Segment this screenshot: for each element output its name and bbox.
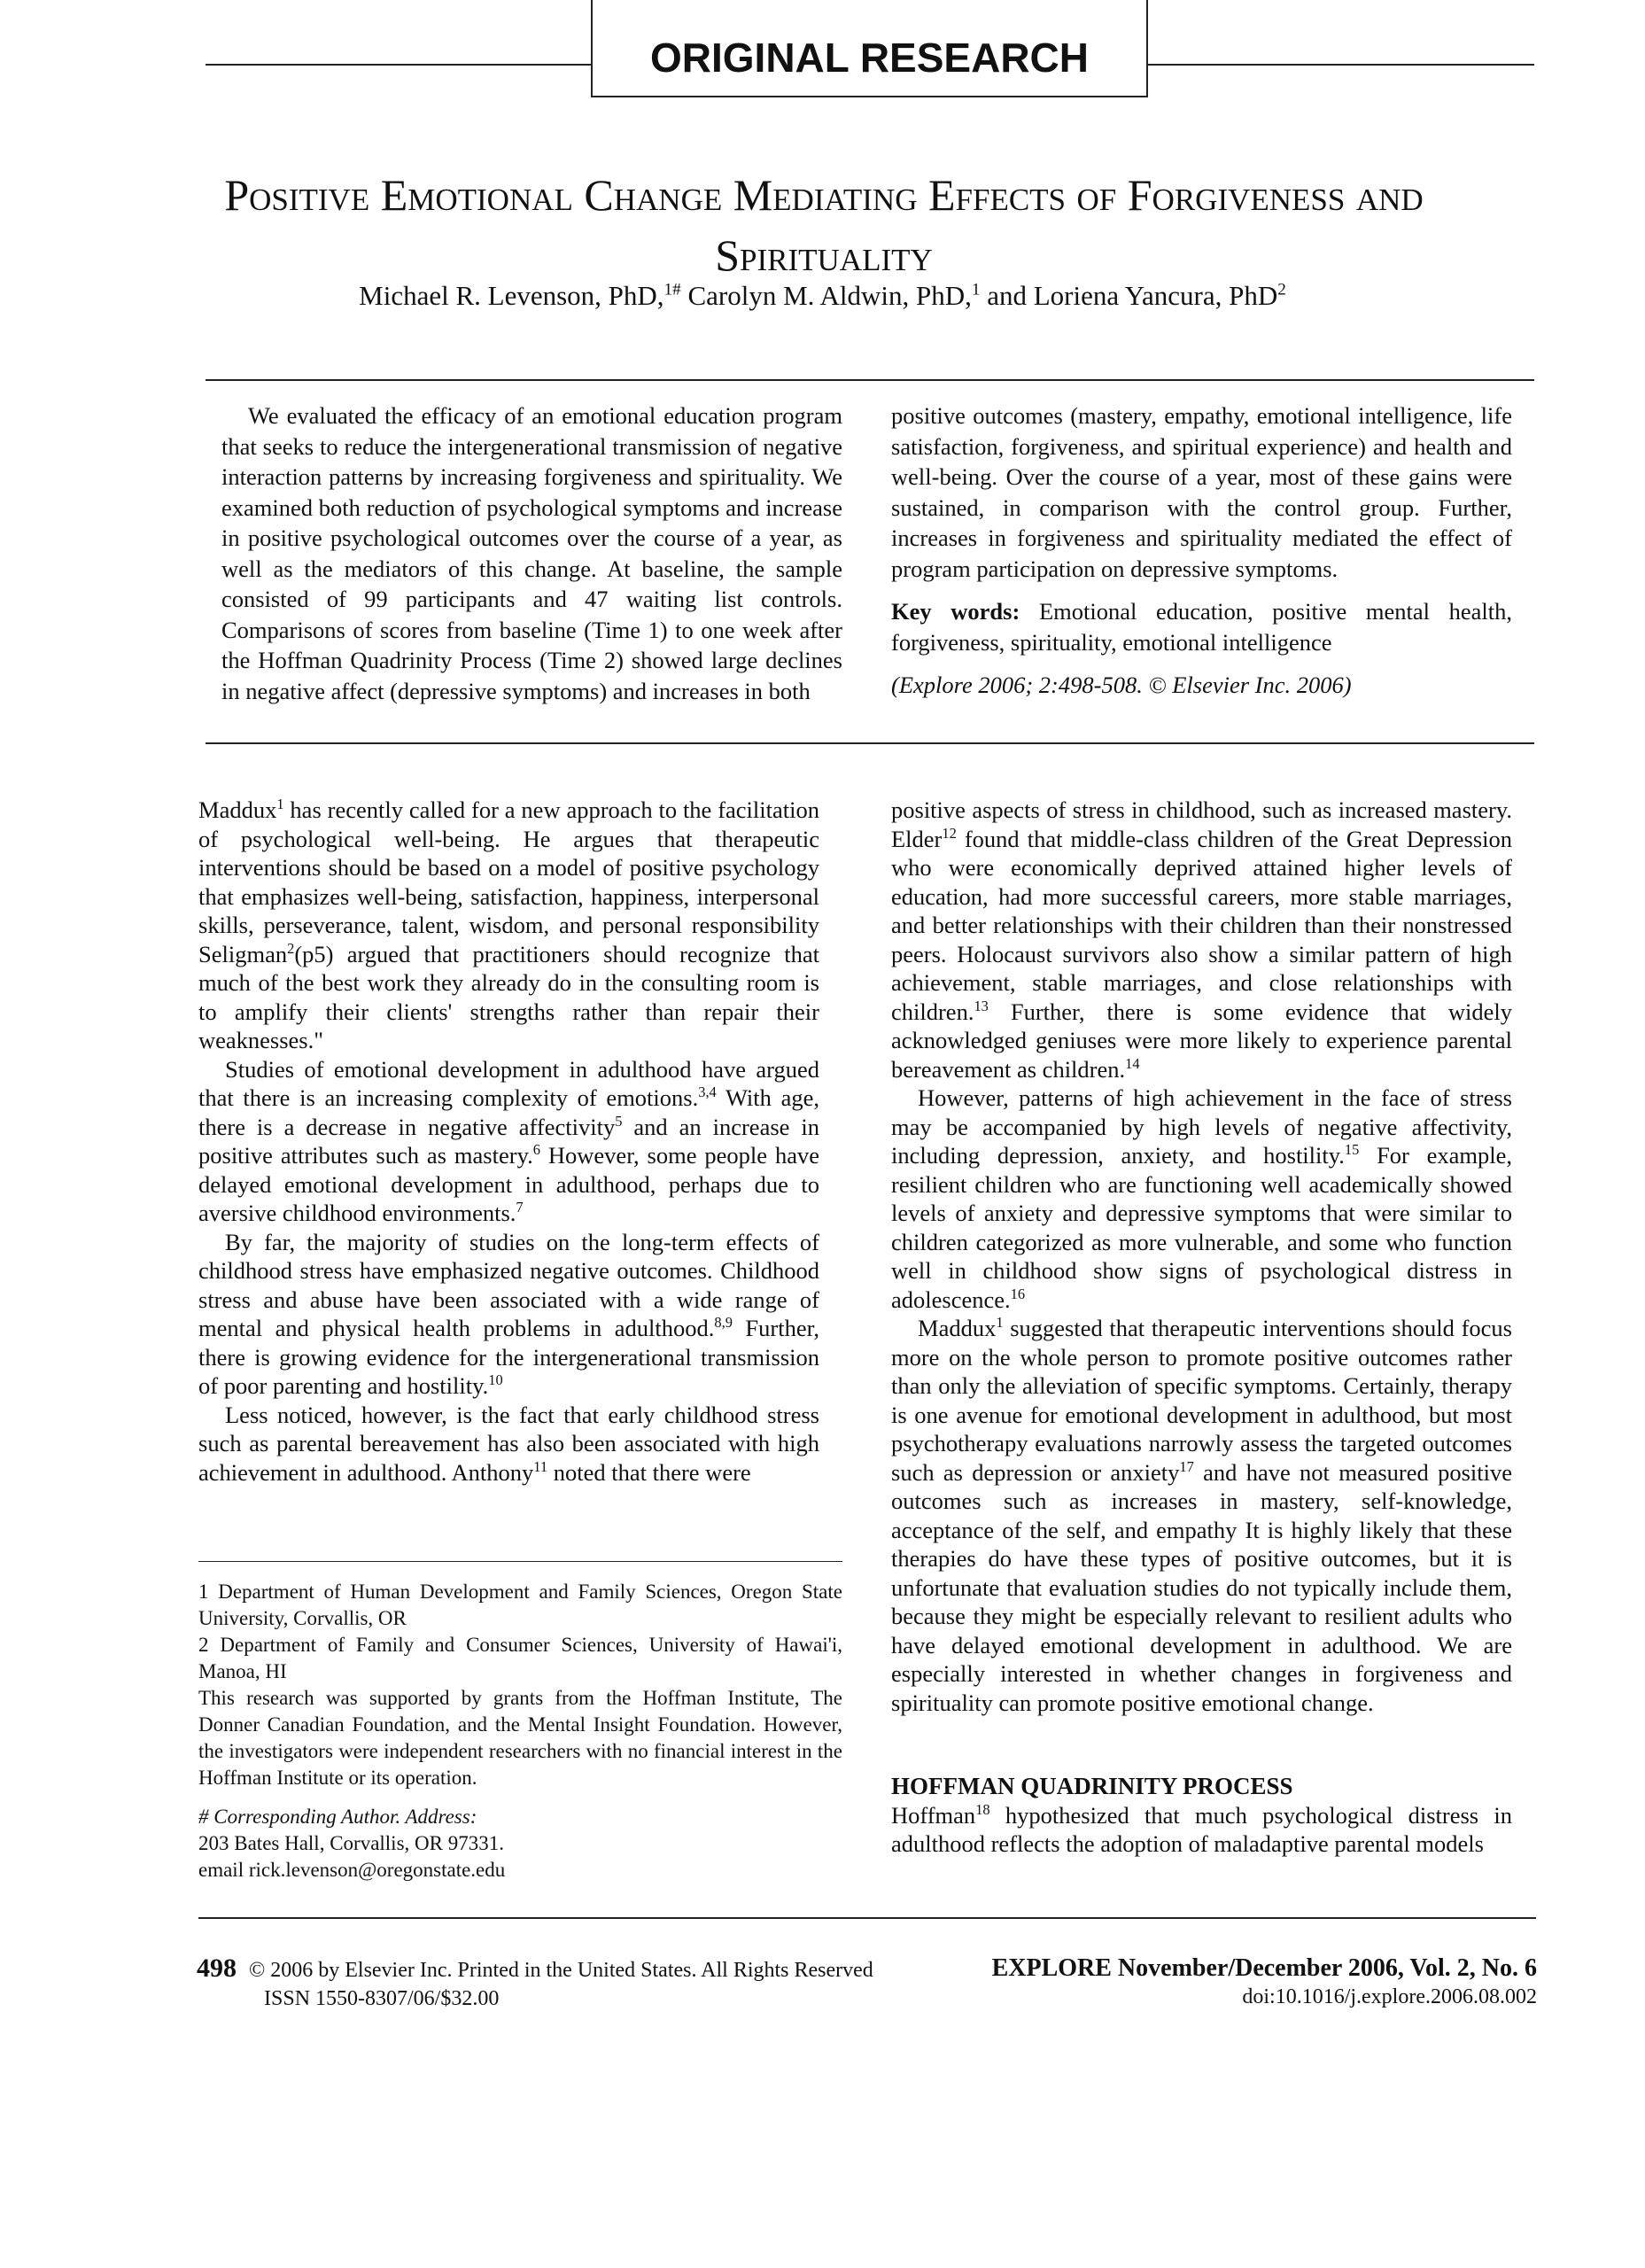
footnotes <box>198 1579 842 1884</box>
doi: doi:10.1016/j.explore.2006.08.002 <box>1242 1985 1537 2008</box>
body-column-right <box>891 796 1512 1859</box>
page-number: 498 <box>197 1953 237 1983</box>
abstract-rule-top <box>206 379 1534 381</box>
footer-right <box>992 1954 1537 2011</box>
section-label: ORIGINAL RESEARCH <box>650 35 1089 81</box>
author-1-affiliation: 1# <box>663 280 681 299</box>
footnote-email[interactable]: email rick.levenson@oregonstate.edu <box>198 1859 506 1881</box>
footnote-affiliation-2: 2 Department of Family and Consumer Sciences, University of Hawai'i, Manoa, HI <box>198 1634 842 1682</box>
footnote-address: 203 Bates Hall, Corvallis, OR 97331. <box>198 1832 504 1854</box>
keywords-list: Emotional education, positive mental health, forgiveness, spirituality, emotional intelligence <box>891 598 1513 656</box>
abstract-text-left: We evaluated the efficacy of an emotional education program that seeks to reduce the intergenerational transmission of negative interaction patterns by increasing forgiveness and spirituality. We examined both reduction of psychological symptoms and increase in positive psychological outcomes over the course of a year, as well as the mediators of this change. At baseline, the sample consisted of 99 participants and 47 waiting list controls. Comparisons of scores from baseline (Time 1) to one week after the Hoffman Quadrinity Process (Time 2) showed large declines in negative affect (depressive symptoms) and increases in both <box>221 402 842 704</box>
abstract-text-right: positive outcomes (mastery, empathy, emotional intelligence, life satisfaction, forgiveness, and spiritual experience) and health and well-being. Over the course of a year, most of these gains were sustained, in comparison with the control group. Further, increases in forgiveness and spirituality mediated the effect of program participation on depressive symptoms. <box>891 402 1512 582</box>
author-3: and Loriena Yancura, PhD <box>980 280 1278 311</box>
body-paragraph: By far, the majority of studies on the long-term effects of childhood stress have emphasized negative outcomes. Childhood stress and abuse have been associated with a wide range of mental and physical health problems in adulthood.$^{8,9}$ Further, there is growing evidence for the intergenerational transmission of poor parenting and hostility.$^{10}$ <box>198 1228 819 1399</box>
banner-rule-left <box>206 64 591 66</box>
abstract-left <box>221 400 842 706</box>
body-paragraph: Maddux$^1$ has recently called for a new approach to the facilitation of psychological well-being. He argues that therapeutic interventions should be based on a model of positive psychology that emphasizes well-being, satisfaction, happiness, interpersonal skills, perseverance, talent, wisdom, and personal responsibility Seligman$^2$(p5) argued that practitioners should recognize that much of the best work they already do in the consulting room is to amplify their clients' strengths rather than repair their weaknesses." <box>198 796 819 1053</box>
abstract-rule-bottom <box>206 742 1534 744</box>
author-2: Carolyn M. Aldwin, PhD, <box>680 280 972 311</box>
section-heading: HOFFMAN QUADRINITY PROCESS <box>891 1773 1293 1799</box>
author-list <box>0 280 1645 312</box>
body-paragraph: Hoffman$^{18}$ hypothesized that much psychological distress in adulthood reflects the adoption of maladaptive parental models <box>891 1800 1512 1857</box>
body-paragraph: positive aspects of stress in childhood, such as increased mastery. Elder$^{12}$ found that middle-class children of the Great Depression who were economically deprived attained higher levels of education, had more successful careers, more stable marriages, and better relationships with their children than their nonstressed peers. Holocaust survivors also show a similar pattern of high achievement, stable marriages, and close relationships with children.$^{13}$ Further, there is some evidence that widely acknowledged geniuses were more likely to experience parental bereavement as children.$^{14}$ <box>891 796 1512 1083</box>
body-paragraph: Less noticed, however, is the fact that early childhood stress such as parental bereavement has also been associated with high achievement in adulthood. Anthony$^{11}$ noted that there were <box>198 1401 819 1486</box>
footer-left <box>197 1954 873 2013</box>
title-line-1: Positive Emotional Change Mediating Effects of Forgiveness and <box>224 170 1424 220</box>
title-line-2: Spirituality <box>715 230 933 280</box>
journal-issue: EXPLORE November/December 2006, Vol. 2, No. 6 <box>991 1954 1537 1982</box>
banner-rule-right <box>1148 64 1534 66</box>
footnote-corresponding: # Corresponding Author. Address: <box>198 1806 477 1828</box>
body-column-left <box>198 796 819 1487</box>
citation: (Explore 2006; 2:498-508. © Elsevier Inc. 2006) <box>891 672 1352 698</box>
issn: ISSN 1550-8307/06/$32.00 <box>264 1987 500 2010</box>
footnote-rule <box>198 1561 842 1562</box>
article-title <box>133 165 1515 285</box>
footer-rule <box>198 1917 1536 1919</box>
abstract-right <box>891 400 1512 701</box>
footnote-funding: This research was supported by grants from the Hoffman Institute, The Donner Canadian Foundation, and the Mental Insight Foundation. However, the investigators were independent researchers with no financial interest in the Hoffman Institute or its operation. <box>198 1687 842 1789</box>
footnote-affiliation-1: 1 Department of Human Development and Family Sciences, Oregon State University, Corvallis, OR <box>198 1581 842 1629</box>
keywords <box>891 596 1512 657</box>
author-3-affiliation: 2 <box>1277 280 1286 299</box>
copyright: © 2006 by Elsevier Inc. Printed in the United States. All Rights Reserved <box>249 1959 873 1982</box>
body-paragraph: However, patterns of high achievement in the face of stress may be accompanied by high levels of negative affectivity, including depression, anxiety, and hostility.$^{15}$ For example, resilient children who are functioning well academically showed levels of anxiety and depressive symptoms that were similar to children categorized as more vulnerable, and some who function well in childhood show signs of psychological distress in adolescence.$^{16}$ <box>891 1084 1512 1313</box>
author-1: Michael R. Levenson, PhD, <box>359 280 664 311</box>
author-2-affiliation: 1 <box>971 280 981 299</box>
body-paragraph: Maddux$^1$ suggested that therapeutic interventions should focus more on the whole person to promote positive outcomes rather than only the alleviation of specific symptoms. Certainly, therapy is one avenue for emotional development in adulthood, but most psychotherapy evaluations narrowly assess the targeted outcomes such as depression or anxiety$^{17}$ and have not measured positive outcomes such as increases in mastery, self-knowledge, acceptance of the self, and empathy It is highly likely that these therapies do have these types of positive outcomes, but it is unfortunate that evaluation studies do not typically include them, because they might be especially relevant to resilient adults who have delayed emotional development in adulthood. We are especially interested in whether changes in forgiveness and spirituality can promote positive emotional change. <box>891 1314 1512 1716</box>
body-paragraph: Studies of emotional development in adulthood have argued that there is an increasing complexity of emotions.$^{3,4}$ With age, there is a decrease in negative affectivity$^5$ and an increase in positive attributes such as mastery.$^6$ However, some people have delayed emotional development in adulthood, perhaps due to aversive childhood environments.$^7$ <box>198 1055 819 1226</box>
keywords-label: Key words: <box>891 598 1020 625</box>
section-banner <box>591 0 1148 97</box>
